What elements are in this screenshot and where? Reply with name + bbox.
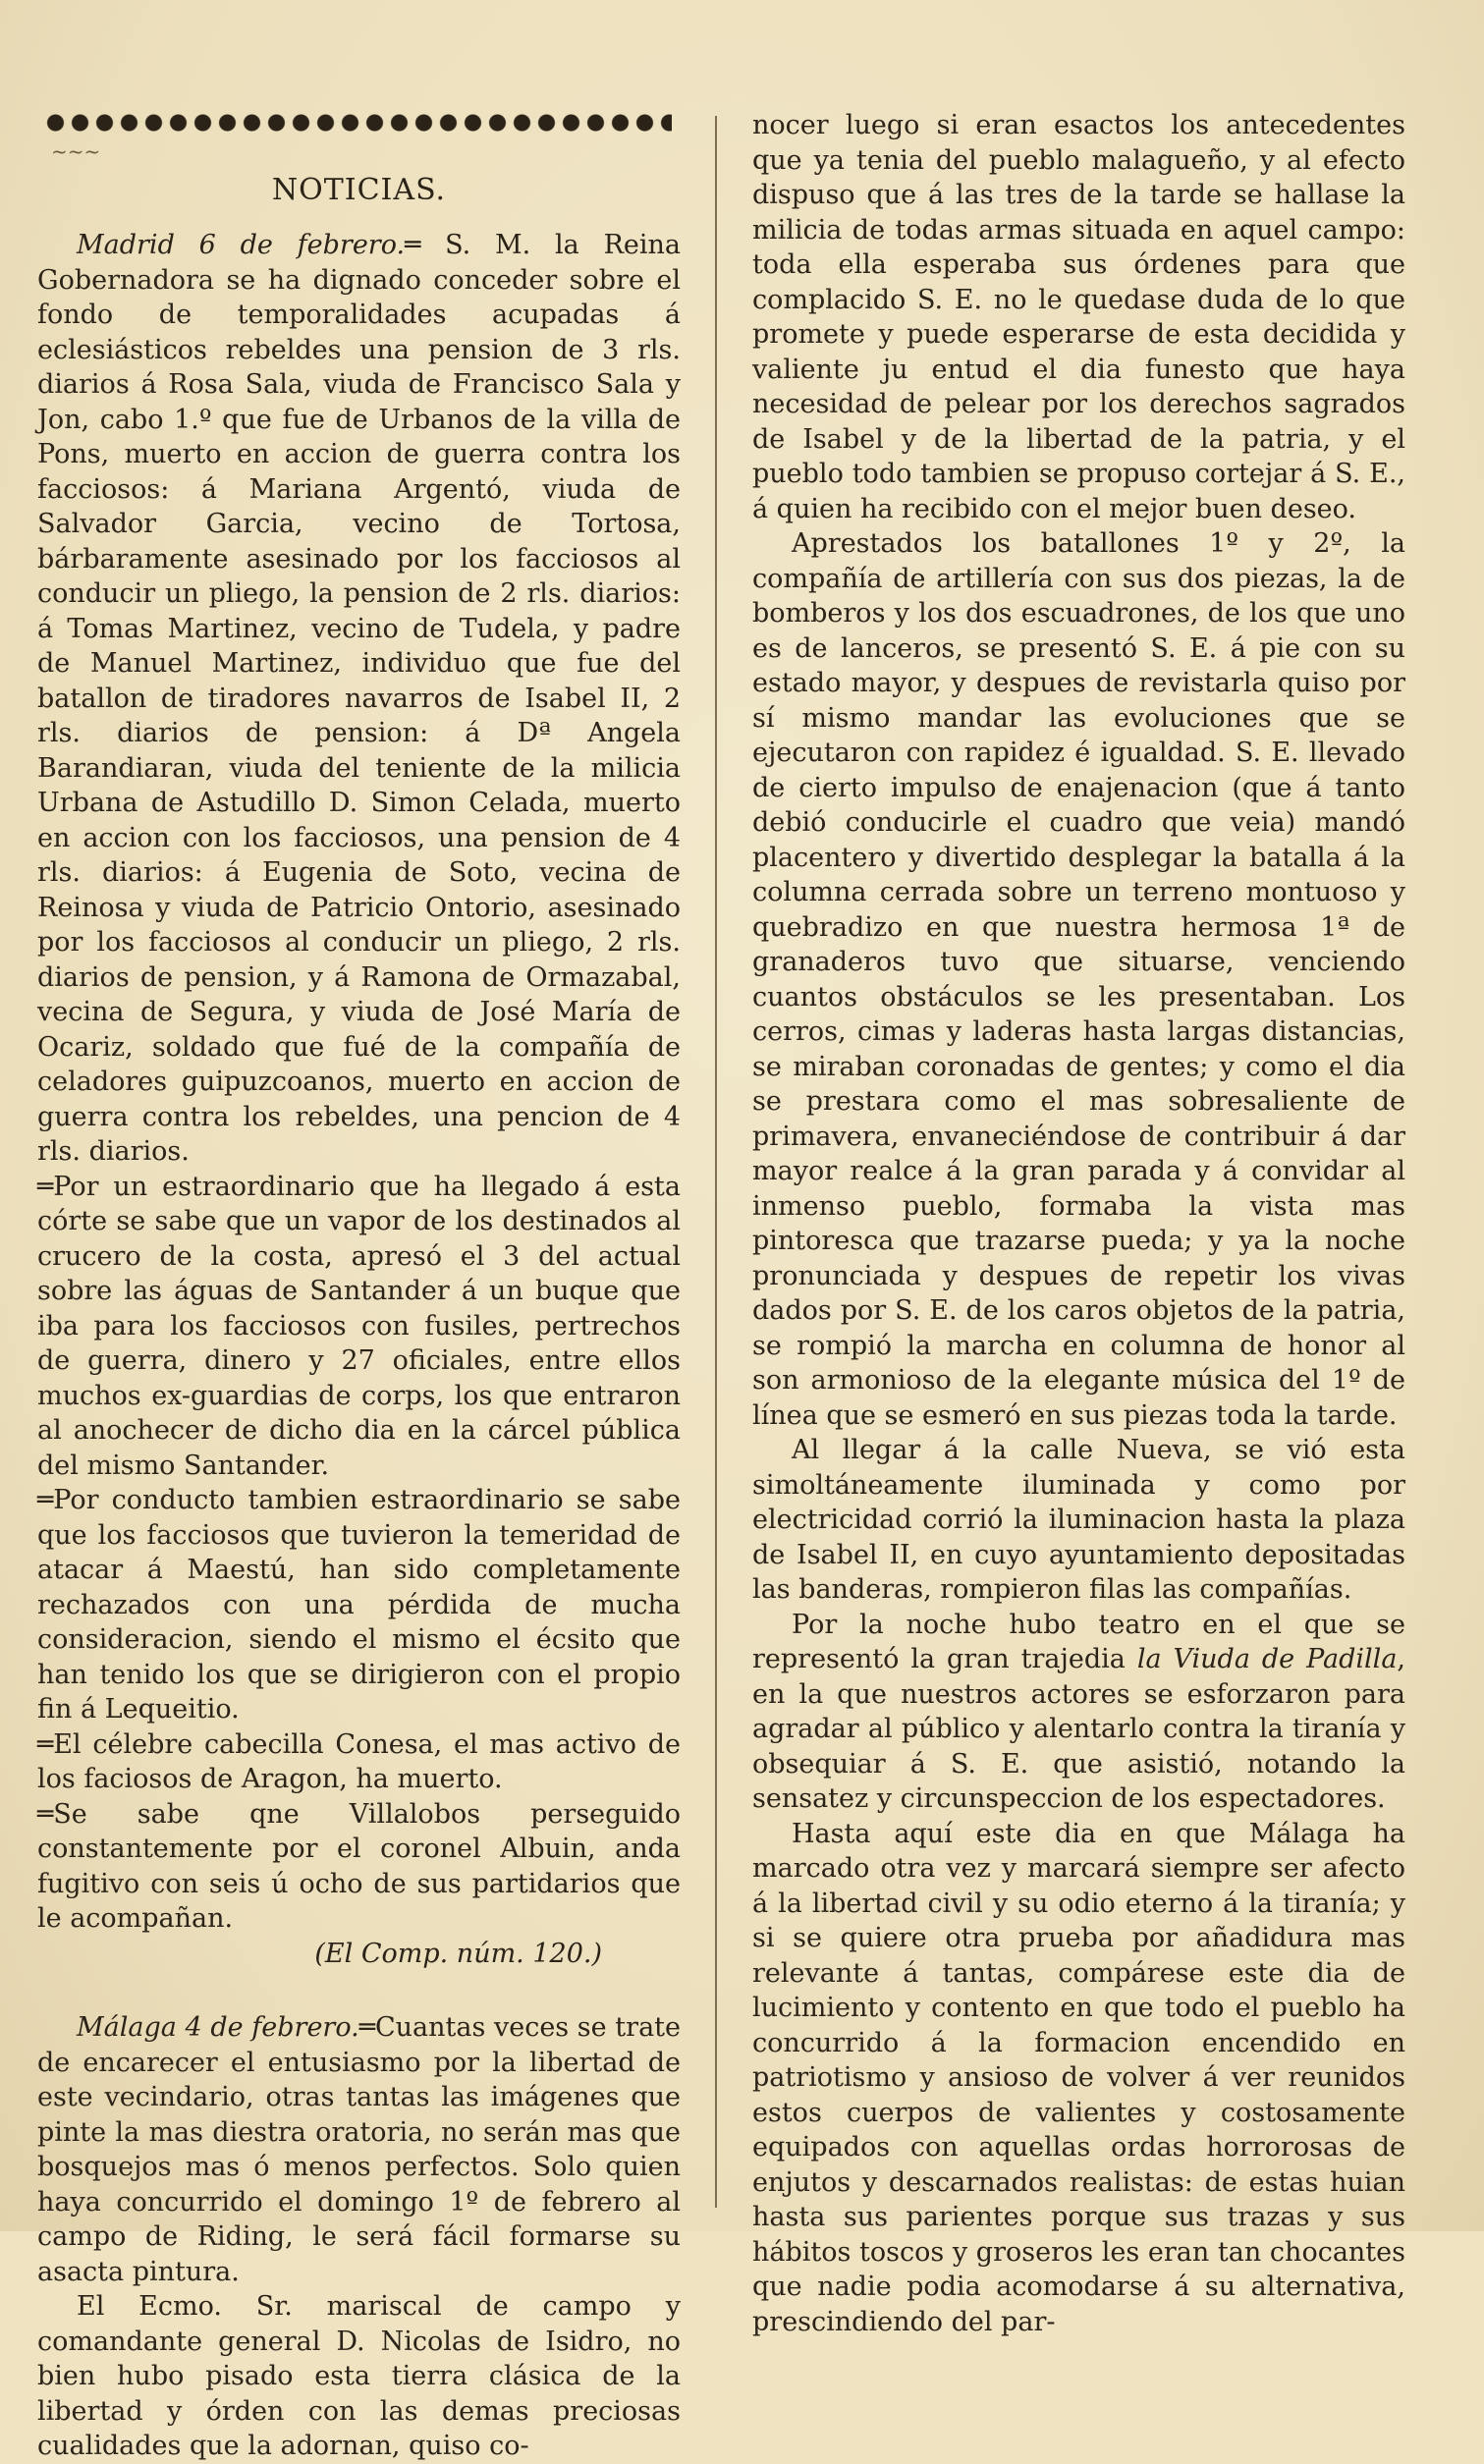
paragraph: ═Por conducto tambien estraordinario se sabe que los facciosos que tuvieron la temeridad de atacar á Maestú, han sido completamente rechazados con una pérdida de mucha consideracion, siendo el mismo el écsito que han tenido los que se dirigieron con el propio fin á Lequeitio. bbox=[37, 1485, 681, 1725]
source-citation: (El Comp. núm. 120.) bbox=[314, 1938, 602, 1969]
dateline-malaga: Málaga 4 de febrero. bbox=[77, 2012, 359, 2043]
paragraph: El Ecmo. Sr. mariscal de campo y comandante general D. Nicolas de Isidro, no bien hubo pisado esta tierra clásica de la libertad y órden con las demas preciosas cualidades que la adornan, quiso co- bbox=[37, 2291, 681, 2461]
page-title: NOTICIAS. bbox=[271, 173, 447, 207]
dateline-madrid: Madrid 6 de febrero. bbox=[77, 230, 406, 260]
paragraph: Aprestados los batallones 1º y 2º, la compañía de artillería con sus dos piezas, la de bomberos y los dos escuadrones, de los que uno es de lanceros, se presentó S. E. á pie con su estado mayor, y despues de revistarla quiso por sí mismo mandar las evoluciones que se ejecutaron con rapidez é igualdad. S. E. llevado de cierto impulso de enajenacion (que á tanto debió conducirle el cuadro que veia) mandó placentero y divertido desplegar la batalla á la columna cerrada sobre un terreno montuoso y quebradizo en que nuestra hermosa 1ª de granaderos tuvo que situarse, venciendo cuantos obstáculos se les presentaban. Los cerros, cimas y laderas hasta largas distancias, se miraban coronadas de gentes; y como el dia se prestara como el mas sobresaliente de primavera, envaneciéndose de contribuir á dar mayor realce á la gran parada y á convidar al inmenso pueblo, formaba la vista mas pintoresca que trazarse pueda; y ya la noche pronunciada y despues de repetir los vivas dados por S. E. de los caros objetos de la patria, se rompió la marcha en columna de honor al son armonioso de la elegante música del 1º de línea que se esmeró en sus piezas toda la tarde. bbox=[752, 528, 1405, 1431]
paragraph: ═Se sabe qne Villalobos perseguido constantemente por el coronel Albuin, anda fugitivo con seis ú ocho de sus partidarios que le acompañan. bbox=[37, 1798, 681, 1934]
left-column bbox=[37, 108, 681, 2464]
paragraph: ═Por un estraordinario que ha llegado á esta córte se sabe que un vapor de los destinados al crucero de la costa, apresó el 3 del actual sobre las águas de Santander á un buque que iba para los facciosos con fusiles, pertrechos de guerra, dinero y 27 oficiales, entre ellos muchos ex-guardias de corps, los que entraron al anochecer de dicho dia en la cárcel pública del mismo Santander. bbox=[37, 1171, 681, 1481]
column-divider bbox=[715, 116, 717, 2208]
paragraph: ═ S. M. la Reina Gobernadora se ha dignado conceder sobre el fondo de temporalidades acupadas á eclesiásticos rebeldes una pension de 3 rls. diarios á Rosa Sala, viuda de Francisco Sala y Jon, cabo 1.º que fue de Urbanos de la villa de Pons, muerto en accion de guerra contra los facciosos: á Mariana Argentó, viuda de Salvador Garcia, vecino de Tortosa, bárbaramente asesinado por los facciosos al conducir un pliego, la pension de 2 rls. diarios: á Tomas Martinez, vecino de Tudela, y padre de Manuel Martinez, individuo que fue del batallon de tiradores navarros de Isabel II, 2 rls. diarios de pension: á Dª Angela Barandiaran, viuda del teniente de la milicia Urbana de Astudillo D. Simon Celada, muerto en accion con los facciosos, una pension de 4 rls. diarios: á Eugenia de Soto, vecina de Reinosa y viuda de Patricio Ontorio, asesinado por los facciosos al conducir un pliego, 2 rls. diarios de pension, y á Ramona de Ormazabal, vecina de Segura, y viuda de José María de Ocariz, soldado que fué de la compañía de celadores guipuzcoanos, muerto en accion de guerra contra los rebeldes, una pencion de 4 rls. diarios. bbox=[37, 230, 682, 1167]
paragraph: ═El célebre cabecilla Conesa, el mas activo de los faciosos de Aragon, ha muerto. bbox=[37, 1728, 681, 1794]
right-column bbox=[752, 108, 1405, 2339]
paragraph: Hasta aquí este dia en que Málaga ha marcado otra vez y marcará siempre ser afecto á la libertad civil y su odio eterno á la tiranía; y si se quiere otra prueba por añadidura mas relevante á tantas, compárese este dia de lucimiento y contento en que todo el pueblo ha concurrido á la formacion encendido en patriotismo y ansioso de volver á ver reunidos estos cuerpos de valientes y costosamente equipados con aquellas ordas horrorosas de enjutos y descarnados realistas: de estas huian hasta sus parientes porque sus trazas y sus hábitos toscos y groseros les eran tan chocantes que nadie podia acomodarse á su alternativa, prescindiendo del par- bbox=[752, 1818, 1405, 2337]
ornament-flourish: ~~~ bbox=[51, 139, 101, 163]
play-title: la Viuda de Padilla bbox=[1136, 1644, 1398, 1674]
article-malaga bbox=[37, 2010, 681, 2289]
paragraph: ═Cuantas veces se trate de encarecer el entusiasmo por la libertad de este vecindario, otras tantas las imágenes que pinte la mas diestra oratoria, no serán mas que bosquejos mas ó menos perfectos. Solo quien haya concurrido el domingo 1º de febrero al campo de Riding, le será fácil formarse su asacta pintura. bbox=[37, 2012, 681, 2287]
paragraph: Al llegar á la calle Nueva, se vió esta simoltáneamente iluminada y como por electricidad corrió la iluminacion hasta la plaza de Isabel II, en cuyo ayuntamiento depositadas las banderas, rompieron filas las compañías. bbox=[752, 1435, 1405, 1605]
paragraph bbox=[752, 1608, 1405, 1817]
ornament-border bbox=[43, 108, 672, 137]
text-run: , en la que nuestros actores se esforzaron para agradar al público y alentarlo contra la tiranía y obsequiar á S. E. que asistió, notando la sensatez y circunspeccion de los espectadores. bbox=[752, 1644, 1406, 1814]
article-madrid bbox=[37, 228, 681, 1170]
paragraph: nocer luego si eran esactos los antecedentes que ya tenia del pueblo malagueño, y al efecto dispuso que á las tres de la tarde se hallase la milicia de todas armas situada en aquel campo: toda ella esperaba sus órdenes para que complacido S. E. no le quedase duda de lo que promete y puede esperarse de esta decidida y valiente ju entud el dia funesto que haya necesidad de pelear por los derechos sagrados de Isabel y de la libertad de la patria, y el pueblo todo tambien se propuso cortejar á S. E., á quien ha recibido con el mejor buen deseo. bbox=[752, 110, 1405, 524]
text-run: Por la noche hubo teatro en el que se representó la gran trajedia bbox=[752, 1609, 1405, 1674]
